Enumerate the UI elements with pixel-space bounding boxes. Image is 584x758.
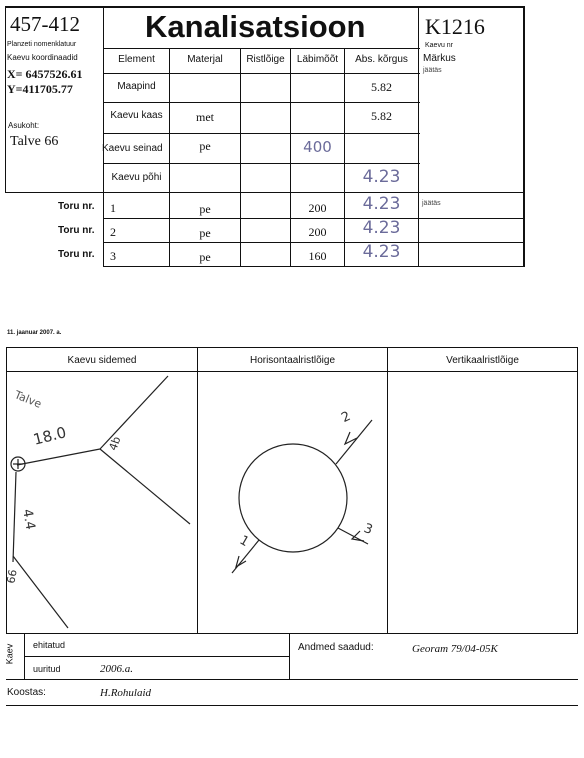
col-material: Materjal xyxy=(187,54,223,65)
well-circle xyxy=(236,444,347,552)
sidemed-house-2: 66 xyxy=(4,568,20,585)
coords-caption: Kaevu koordinaadid xyxy=(7,53,78,62)
surveyed-value: 2006.a. xyxy=(100,663,133,675)
page-title: Kanalisatsioon xyxy=(145,9,366,44)
well-id-caption: Kaevu nr xyxy=(425,42,454,49)
pipe-1-number: 1 xyxy=(110,201,116,215)
row-lid-abs: 5.82 xyxy=(371,109,392,123)
col-remark: Märkus xyxy=(423,53,456,64)
row-walls-diameter: 400 xyxy=(303,138,332,156)
author-label: Koostas: xyxy=(7,687,46,698)
pipe-1-remark: jäätäs xyxy=(422,200,441,207)
y-coordinate: Y=411705.77 xyxy=(7,82,73,96)
row-ground-element: Maapind xyxy=(117,81,156,92)
pipe-2-material: pe xyxy=(199,226,211,240)
sidemed-house-1: 4b xyxy=(106,434,124,453)
location-value: Talve 66 xyxy=(10,134,59,149)
pipe-2-diameter: 200 xyxy=(308,225,327,239)
col-element: Element xyxy=(118,54,155,65)
sidemed-distance-1: 18.0 xyxy=(31,423,69,449)
panel-title-sidemed: Kaevu sidemed xyxy=(67,355,137,366)
pipe-3-abs: 4.23 xyxy=(362,242,401,262)
footer-side-label: Kaev xyxy=(4,643,15,665)
pipe-3-number: 3 xyxy=(110,249,116,263)
pipe-label-2: 2 xyxy=(339,408,354,427)
well-id: K1216 xyxy=(425,14,485,39)
row-bottom-abs: 4.23 xyxy=(362,167,401,187)
pipe-1-diameter: 200 xyxy=(308,201,327,215)
row-bottom-element: Kaevu põhi xyxy=(111,172,162,183)
col-diameter: Läbimõõt xyxy=(296,54,339,65)
sheet-number-caption: Planzeti nomenklatuur xyxy=(7,41,77,48)
location-caption: Asukoht: xyxy=(8,121,40,130)
pipe-3-diameter: 160 xyxy=(308,249,327,263)
panel-title-vertical: Vertikaalristlõige xyxy=(446,355,519,366)
sidemed-sketch xyxy=(11,376,190,628)
sheet-number: 457-412 xyxy=(10,12,80,36)
author-value: H.Rohulaid xyxy=(100,687,152,699)
pipe-label-1: 1 xyxy=(236,532,252,551)
row-walls-material: pe xyxy=(199,139,211,153)
row-walls-element: Kaevu seinad xyxy=(102,143,163,154)
row-lid-material: met xyxy=(196,110,214,124)
pipe-2-label: Toru nr. xyxy=(58,225,95,236)
surveyed-label: uuritud xyxy=(33,664,61,674)
row-ground-abs: 5.82 xyxy=(371,80,392,94)
remark-stamp: jäätäs xyxy=(423,67,442,74)
pipe-1-material: pe xyxy=(199,202,211,216)
pipe-1-abs: 4.23 xyxy=(362,194,401,214)
pipe-3-material: pe xyxy=(199,250,211,264)
pipe-1-label: Toru nr. xyxy=(58,201,95,212)
built-label: ehitatud xyxy=(33,640,66,650)
pipe-3-label: Toru nr. xyxy=(58,249,95,260)
col-cross-section: Ristlõige xyxy=(246,54,285,65)
sidemed-street-label: Talve xyxy=(12,388,44,411)
pipe-2-abs: 4.23 xyxy=(362,218,401,238)
pipe-label-3: 3 xyxy=(361,521,375,538)
x-coordinate: X= 6457526.61 xyxy=(7,67,83,81)
pipe-2-number: 2 xyxy=(110,225,116,239)
source-value: Georam 79/04-05K xyxy=(412,643,498,655)
panel-title-horizontal: Horisontaalristlõige xyxy=(249,355,336,366)
sidemed-distance-2: 4.4 xyxy=(19,508,38,531)
row-lid-element: Kaevu kaas xyxy=(110,110,163,121)
col-abs-height: Abs. kõrgus xyxy=(355,54,408,65)
date-line: 11. jaanuar 2007. a. xyxy=(7,330,62,336)
horizontal-sketch xyxy=(232,420,372,573)
source-label: Andmed saadud: xyxy=(298,642,374,653)
